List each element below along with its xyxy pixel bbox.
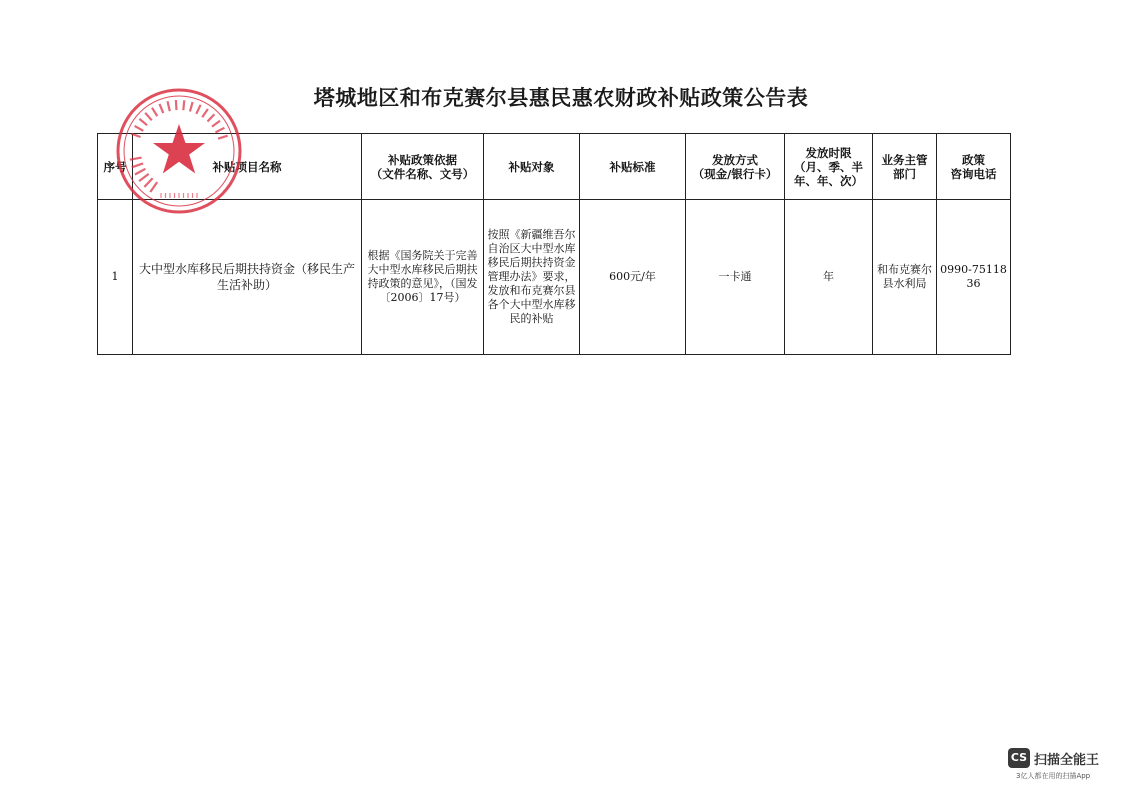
stamp-arc-mark <box>135 126 144 131</box>
scanner-app-name: 扫描全能王 <box>1034 753 1100 768</box>
scanner-logo-icon: CS <box>1008 748 1030 768</box>
row-index: 1 <box>98 200 133 355</box>
payment-period: 年 <box>785 200 873 355</box>
subsidy-target: 按照《新疆维吾尔自治区大中型水库 移民后期扶持资金管理办法》要求，发放和布克赛尔县各个大中型水库移民的补贴 <box>484 200 580 355</box>
project-name: 大中型水库移民后期扶持资金（移民生产生活补助） <box>133 200 362 355</box>
stamp-arc-mark <box>139 119 147 125</box>
stamp-arc-mark <box>216 128 225 133</box>
header-cell: 补贴对象 <box>484 134 580 200</box>
header-cell: 序号 <box>98 134 133 200</box>
scanner-tagline: 3亿人都在用的扫描App <box>1016 772 1091 780</box>
header-cell: 业务主管部门 <box>873 134 937 200</box>
header-cell: 补贴政策依据 （文件名称、文号） <box>362 134 484 200</box>
payment-method: 一卡通 <box>686 200 785 355</box>
header-cell: 政策 咨询电话 <box>937 134 1011 200</box>
subsidy-standard: 600元/年 <box>580 200 686 355</box>
consult-phone: 0990-7511836 <box>937 200 1011 355</box>
scanner-watermark <box>1008 748 1116 784</box>
header-cell: 补贴标准 <box>580 134 686 200</box>
stamp-arc-mark <box>212 121 220 127</box>
table-header-row <box>98 134 1011 200</box>
page-title: 塔城地区和布克赛尔县惠民惠农财政补贴政策公告表 <box>313 85 809 110</box>
department: 和布克赛尔县水利局 <box>873 200 937 355</box>
policy-basis: 根据《国务院关于完善大中型水库移民后期扶持政策的意见》，（国发〔2006〕17号） <box>362 200 484 355</box>
header-cell: 发放方式 （现金/银行卡） <box>686 134 785 200</box>
stamp-arc-mark <box>145 113 152 121</box>
stamp-arc-mark <box>208 114 215 121</box>
header-cell: 发放时限 （月、季、半年、年、次） <box>785 134 873 200</box>
header-cell: 补贴项目名称 <box>133 134 362 200</box>
table-row <box>98 200 1011 355</box>
subsidy-policy-table <box>97 133 1011 355</box>
